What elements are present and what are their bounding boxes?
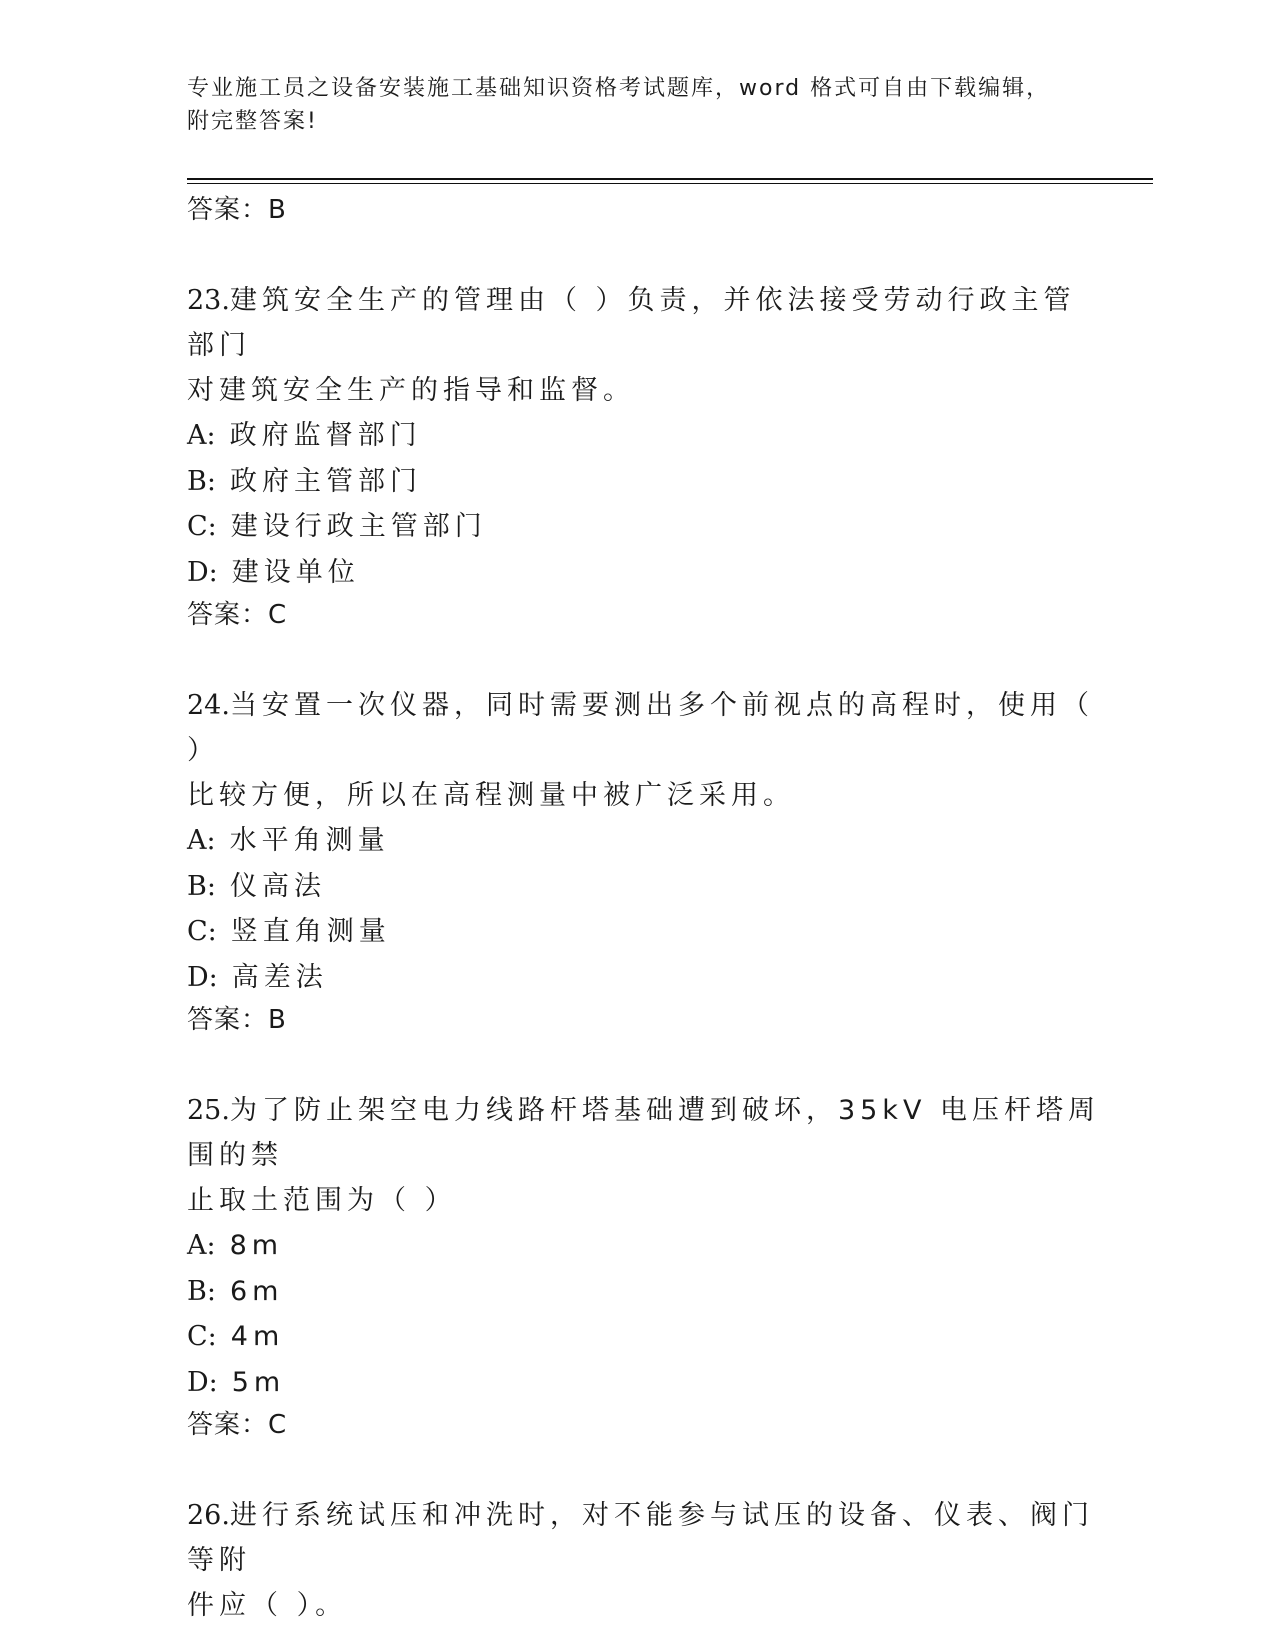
answer-previous: 答案：B [187, 195, 287, 225]
question-23 [187, 278, 1107, 635]
question-number: 25. [187, 1095, 230, 1126]
option-key: A: [187, 1230, 216, 1261]
option-text: 5m [231, 1366, 286, 1398]
option-text: 高差法 [231, 961, 328, 993]
option-key: C: [187, 511, 217, 542]
option-text: 政府主管部门 [229, 465, 422, 497]
question-number: 24. [187, 690, 230, 721]
option-text: 竖直角测量 [230, 916, 391, 947]
document-header [187, 72, 1087, 138]
option-text: 4m [230, 1321, 285, 1352]
option-d [187, 550, 1107, 596]
option-a [187, 1223, 1107, 1269]
option-text: 6m [229, 1275, 284, 1307]
question-stem [187, 683, 1107, 773]
option-key: D: [187, 1366, 218, 1398]
option-c [187, 504, 1107, 550]
answer: 答案：C [187, 1410, 288, 1440]
option-text: 8m [229, 1230, 284, 1261]
option-a [187, 818, 1107, 864]
option-key: B: [187, 465, 216, 497]
option-b [187, 459, 1107, 505]
option-key: C: [187, 1321, 217, 1352]
question-stem-line-2: 件应（ ）。 [187, 1590, 348, 1621]
option-key: B: [187, 870, 216, 902]
question-25 [187, 1088, 1107, 1445]
question-number: 23. [187, 285, 230, 316]
question-24 [187, 683, 1107, 1040]
option-c [187, 1314, 1107, 1360]
question-stem [187, 1493, 1107, 1583]
header-divider [187, 178, 1153, 184]
header-line-1: 专业施工员之设备安装施工基础知识资格考试题库，word 格式可自由下载编辑， [187, 76, 1051, 101]
question-stem-line-1: 进行系统试压和冲洗时，对不能参与试压的设备、仪表、阀门等附 [187, 1500, 1094, 1576]
question-stem [187, 278, 1107, 368]
header-line-2: 附完整答案! [187, 109, 318, 134]
option-key: A: [187, 420, 216, 451]
question-stem-line-1: 当安置一次仪器，同时需要测出多个前视点的高程时，使用（ ） [187, 690, 1094, 766]
option-key: A: [187, 825, 216, 856]
option-key: B: [187, 1275, 216, 1307]
option-key: C: [187, 916, 217, 947]
question-number: 26. [187, 1500, 230, 1531]
option-c [187, 909, 1107, 955]
answer: 答案：C [187, 600, 288, 630]
option-text: 水平角测量 [229, 825, 390, 856]
question-26 [187, 1493, 1107, 1628]
question-stem-line-1: 建筑安全生产的管理由（ ）负责，并依法接受劳动行政主管部门 [187, 285, 1076, 361]
option-b [187, 1269, 1107, 1315]
option-key: D: [187, 556, 218, 588]
option-text: 建设行政主管部门 [230, 511, 487, 542]
option-b [187, 864, 1107, 910]
option-d [187, 955, 1107, 1001]
option-text: 仪高法 [229, 870, 326, 902]
option-text: 政府监督部门 [229, 420, 422, 451]
question-stem-line-1: 为了防止架空电力线路杆塔基础遭到破坏，35kV 电压杆塔周围的禁 [187, 1095, 1100, 1171]
question-stem-line-2: 止取土范围为（ ） [187, 1185, 457, 1216]
question-stem [187, 1088, 1107, 1178]
answer: 答案：B [187, 1005, 287, 1035]
document-body [187, 190, 1107, 1628]
question-stem-line-2: 对建筑安全生产的指导和监督。 [187, 375, 635, 406]
question-stem-line-2: 比较方便，所以在高程测量中被广泛采用。 [187, 780, 795, 811]
option-a [187, 413, 1107, 459]
option-text: 建设单位 [231, 556, 360, 588]
option-key: D: [187, 961, 218, 993]
option-d [187, 1360, 1107, 1406]
